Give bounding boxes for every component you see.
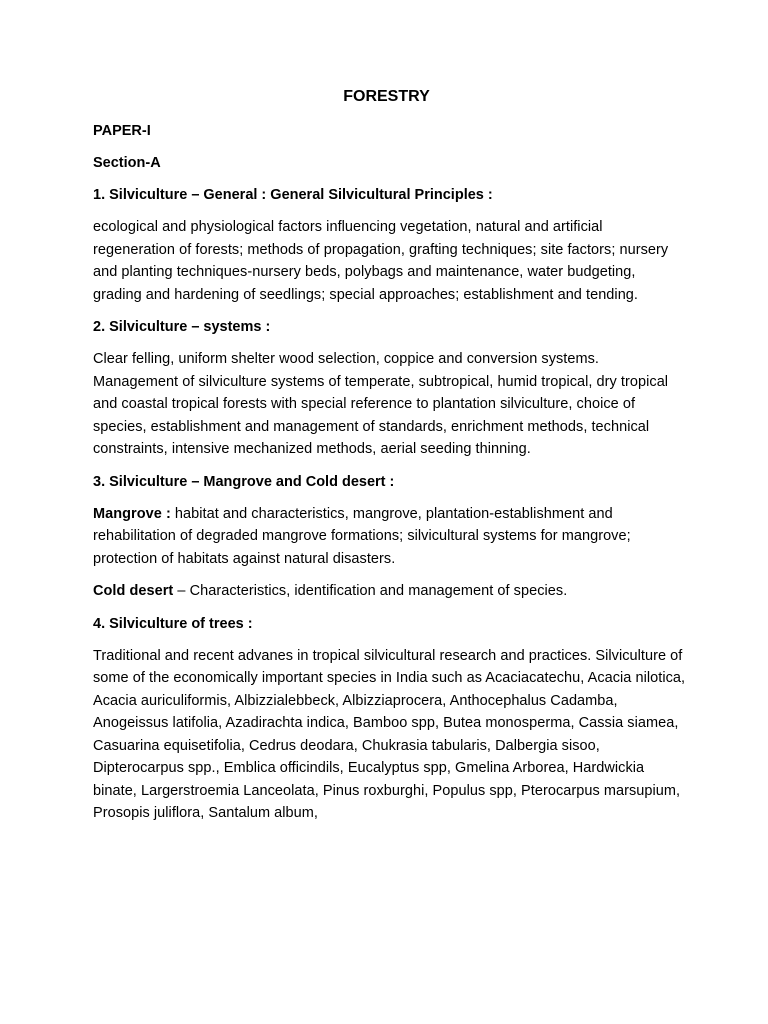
mangrove-body: habitat and characteristics, mangrove, plantation-establishment and rehabilitation of degraded mangrove formations; silvicultural systems for mangrove; protection of habitats against natural disasters. bbox=[93, 505, 631, 567]
section-4-heading: 4. Silviculture of trees : bbox=[93, 615, 253, 632]
section-1-heading: 1. Silviculture – General : General Silvicultural Principles : bbox=[93, 187, 493, 203]
document-title: FORESTRY bbox=[343, 88, 430, 105]
section-4-body: Traditional and recent advanes in tropical silvicultural research and practices. Silviculture of some of the economically important species in India such as Acaciacatechu, Acacia nilotica, Acacia auriculiformis, Albizzialebbeck, Albizziaprocera, Anthocephalus Cadamba, Anogeissus latifolia, Azadirachta indica, Bamboo spp, Butea monosperma, Cassia siamea, Casuarina equisetifolia, Cedrus deodara, Chukrasia tabularis, Dalbergia sisoo, Dipterocarpus spp., Emblica officindils, Eucalyptus spp, Gmelina Arborea, Hardwickia binate, Largerstroemia Lanceolata, Pinus roxburghi, Populus spp, Pterocarpus marsupium, Prosopis juliflora, Santalum album, bbox=[93, 647, 686, 821]
section-3-heading: 3. Silviculture – Mangrove and Cold desert : bbox=[93, 473, 395, 490]
section-2-heading: 2. Silviculture – systems : bbox=[93, 319, 271, 335]
section-1-body: ecological and physiological factors influencing vegetation, natural and artificial regeneration of forests; methods of propagation, grafting techniques; site factors; nursery and planting techniques-nursery beds, polybags and maintenance, water budgeting, grading and hardening of seedlings; special approaches; establishment and tending. bbox=[93, 219, 669, 303]
cold-desert-label: Cold desert bbox=[93, 583, 174, 599]
cold-desert-body: – Characteristics, identification and management of species. bbox=[173, 583, 568, 599]
mangrove-paragraph bbox=[93, 503, 688, 571]
section-2-body: Clear felling, uniform shelter wood selection, coppice and conversion systems. Management of silviculture systems of temperate, subtropical, humid tropical, dry tropical and coastal tropical forests with special reference to plantation silviculture, choice of species, establishment and management of standards, enrichment methods, technical constraints, intensive mechanized methods, aerial seeding thinning. bbox=[93, 351, 669, 457]
mangrove-label: Mangrove : bbox=[93, 505, 171, 522]
cold-desert-paragraph bbox=[93, 580, 688, 603]
section-label: Section-A bbox=[93, 155, 161, 171]
paper-label: PAPER-I bbox=[93, 123, 151, 139]
